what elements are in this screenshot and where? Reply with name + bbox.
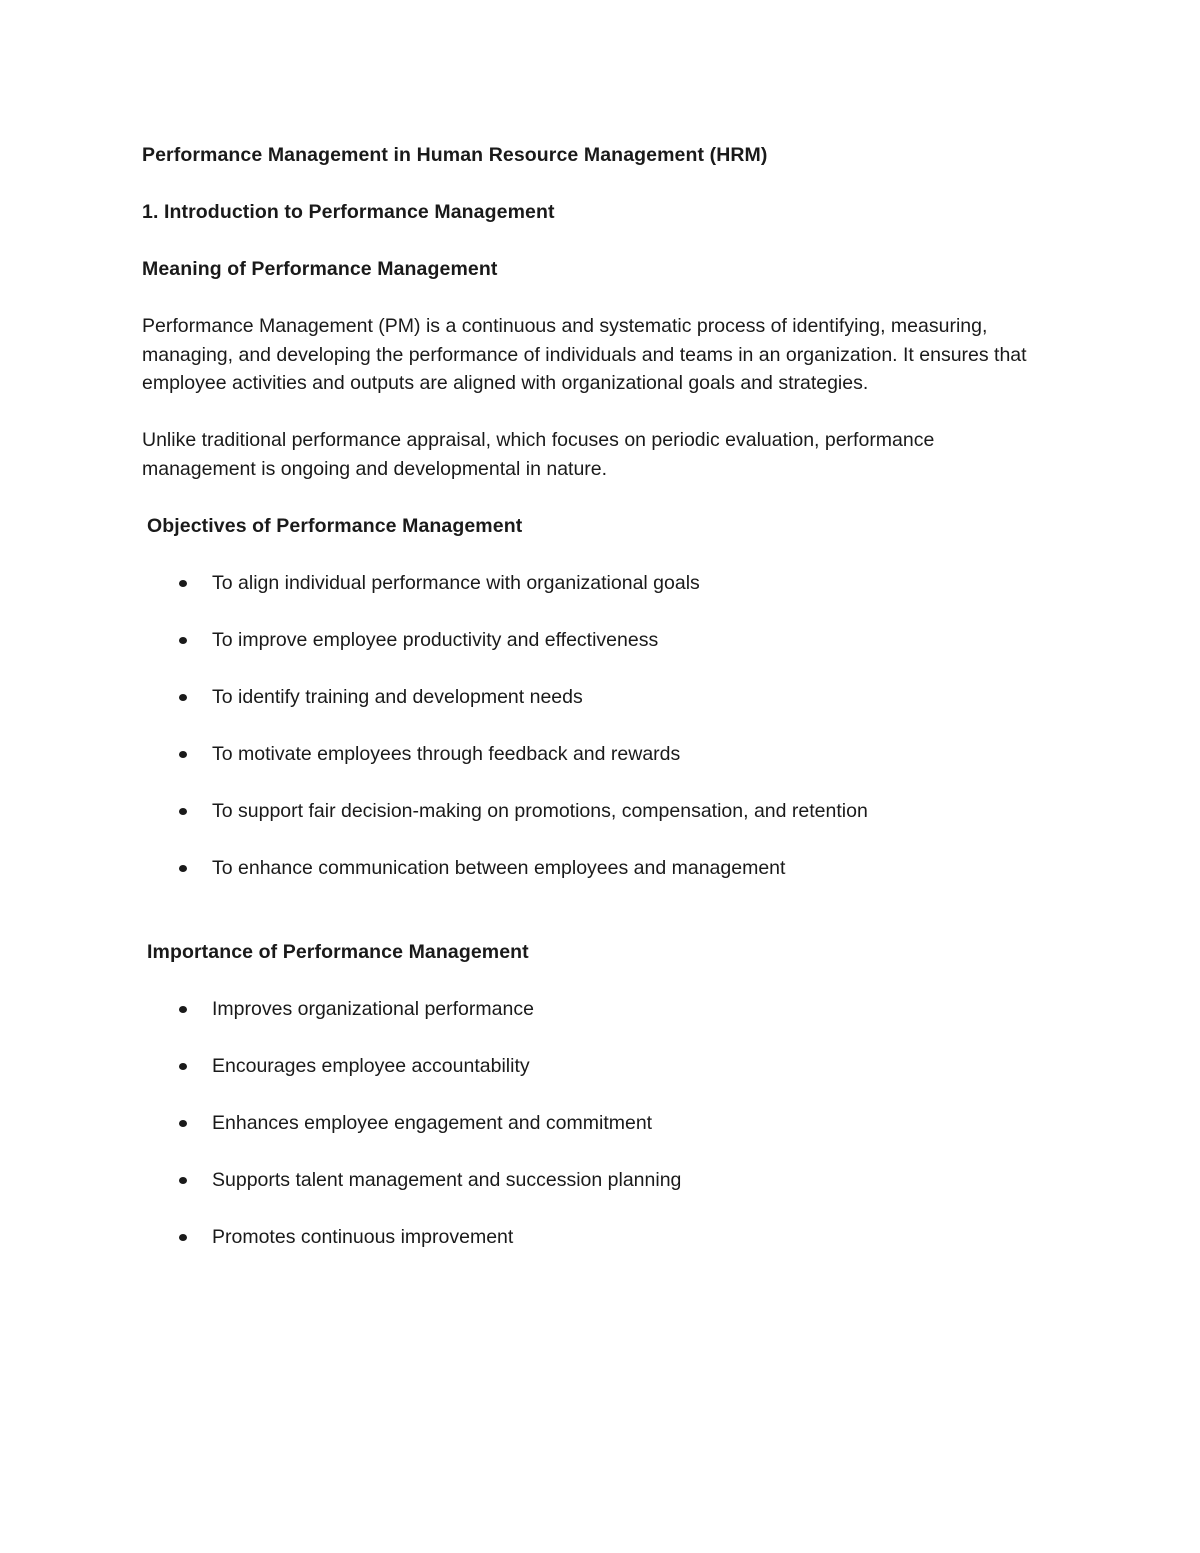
- list-item: [142, 797, 1042, 826]
- list-item: [142, 569, 1042, 598]
- list-item-text: To enhance communication between employees and management: [212, 856, 786, 879]
- bullet-icon: [179, 1120, 187, 1127]
- bullet-icon: [179, 751, 187, 758]
- bullet-icon: [179, 808, 187, 815]
- list-item-text: To motivate employees through feedback and rewards: [212, 742, 681, 765]
- list-item: [142, 1166, 1042, 1195]
- importance-list: [142, 995, 1042, 1252]
- list-item-text: To improve employee productivity and effectiveness: [212, 628, 659, 651]
- meaning-heading: Meaning of Performance Management: [142, 258, 498, 280]
- section-heading-introduction: 1. Introduction to Performance Management: [142, 201, 555, 223]
- bullet-icon: [179, 694, 187, 701]
- list-item: [142, 626, 1042, 655]
- bullet-icon: [179, 1063, 187, 1070]
- list-item: [142, 1223, 1042, 1252]
- list-item: [142, 740, 1042, 769]
- list-item-text: Enhances employee engagement and commitment: [212, 1112, 653, 1134]
- bullet-icon: [179, 1177, 187, 1184]
- document-content: [142, 141, 1042, 1280]
- document-title: Performance Management in Human Resource Management (HRM): [142, 144, 768, 166]
- list-item-text: Encourages employee accountability: [212, 1055, 530, 1077]
- objectives-list: [142, 569, 1042, 883]
- list-item: [142, 1109, 1042, 1138]
- meaning-paragraph: Performance Management (PM) is a continuous and systematic process of identifying, measuring, managing, and developing the performance of individuals and teams in an organization. It ensures that employee activities and outputs are aligned with organizational goals and strategies.: [142, 315, 1027, 394]
- list-item: [142, 995, 1042, 1024]
- list-item-text: Supports talent management and succession planning: [212, 1169, 682, 1191]
- bullet-icon: [179, 580, 187, 587]
- list-item-text: To support fair decision-making on promotions, compensation, and retention: [212, 799, 868, 822]
- list-item-text: Promotes continuous improvement: [212, 1226, 514, 1248]
- importance-heading: Importance of Performance Management: [147, 941, 529, 963]
- list-item: [142, 1052, 1042, 1081]
- list-item: [142, 854, 1042, 883]
- bullet-icon: [179, 1006, 187, 1013]
- objectives-heading: Objectives of Performance Management: [147, 514, 523, 537]
- list-item-text: Improves organizational performance: [212, 998, 534, 1020]
- unlike-paragraph: Unlike traditional performance appraisal, which focuses on periodic evaluation, performance management is ongoing and developmental in nature.: [142, 429, 935, 480]
- bullet-icon: [179, 865, 187, 872]
- list-item-text: To align individual performance with organizational goals: [212, 571, 700, 594]
- bullet-icon: [179, 637, 187, 644]
- bullet-icon: [179, 1234, 187, 1241]
- list-item-text: To identify training and development needs: [212, 685, 583, 708]
- list-item: [142, 683, 1042, 712]
